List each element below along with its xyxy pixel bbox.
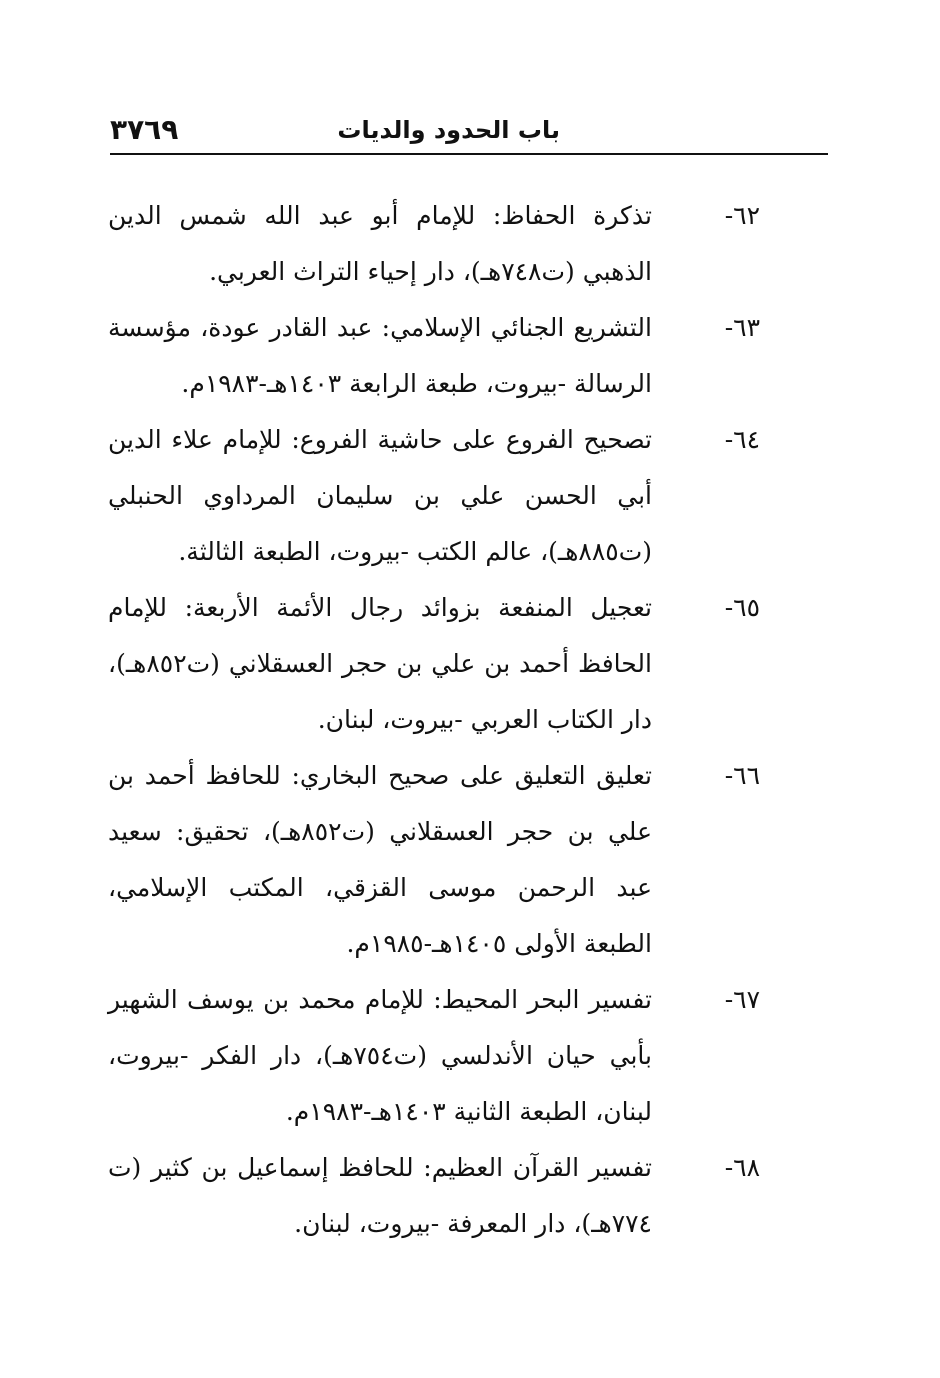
header-divider [110,153,828,155]
reference-number: ٦٢- [724,201,760,230]
reference-number: ٦٣- [724,313,760,342]
reference-list [108,188,760,1252]
reference-number: ٦٤- [724,425,760,454]
reference-entry [108,748,760,972]
reference-number: ٦٥- [724,593,760,622]
reference-entry [108,972,760,1140]
reference-entry [108,300,760,412]
reference-number: ٦٦- [724,761,760,790]
chapter-title: باب الحدود والديات [337,116,560,144]
reference-entry [108,1140,760,1252]
reference-text: تذكرة الحفاظ: للإمام أبو عبد الله شمس الدين الذهبي (ت٧٤٨هـ)، دار إحياء التراث العربي. [108,201,652,286]
reference-text: تصحيح الفروع على حاشية الفروع: للإمام علاء الدين أبي الحسن علي بن سليمان المرداوي الحنبلي (ت٨٨٥هـ)، عالم الكتب -بيروت، الطبعة الثالثة. [108,425,652,566]
reference-number: ٦٧- [724,985,760,1014]
reference-text: تفسير القرآن العظيم: للحافظ إسماعيل بن كثير (ت ٧٧٤هـ)، دار المعرفة -بيروت، لبنان. [108,1153,652,1238]
page-number: ٣٧٦٩ [110,113,179,146]
reference-number: ٦٨- [724,1153,760,1182]
reference-text: تعجيل المنفعة بزوائد رجال الأئمة الأربعة: للإمام الحافظ أحمد بن علي بن حجر العسقلاني (ت٨٥٢هـ)، دار الكتاب العربي -بيروت، لبنان. [108,593,652,734]
reference-text: تفسير البحر المحيط: للإمام محمد بن يوسف الشهير بأبي حيان الأندلسي (ت٧٥٤هـ)، دار الفكر -بيروت، لبنان، الطبعة الثانية ١٤٠٣هـ-١٩٨٣م. [108,985,652,1126]
reference-entry [108,580,760,748]
reference-entry [108,412,760,580]
page-header [110,108,828,152]
reference-text: التشريع الجنائي الإسلامي: عبد القادر عودة، مؤسسة الرسالة -بيروت، طبعة الرابعة ١٤٠٣هـ-١٩٨٣م. [108,313,652,398]
reference-entry [108,188,760,300]
reference-text: تعليق التعليق على صحيح البخاري: للحافظ أحمد بن علي بن حجر العسقلاني (ت٨٥٢هـ)، تحقيق: سعيد عبد الرحمن موسى القزقي، المكتب الإسلامي، الطبعة الأولى ١٤٠٥هـ-١٩٨٥م. [108,761,652,958]
